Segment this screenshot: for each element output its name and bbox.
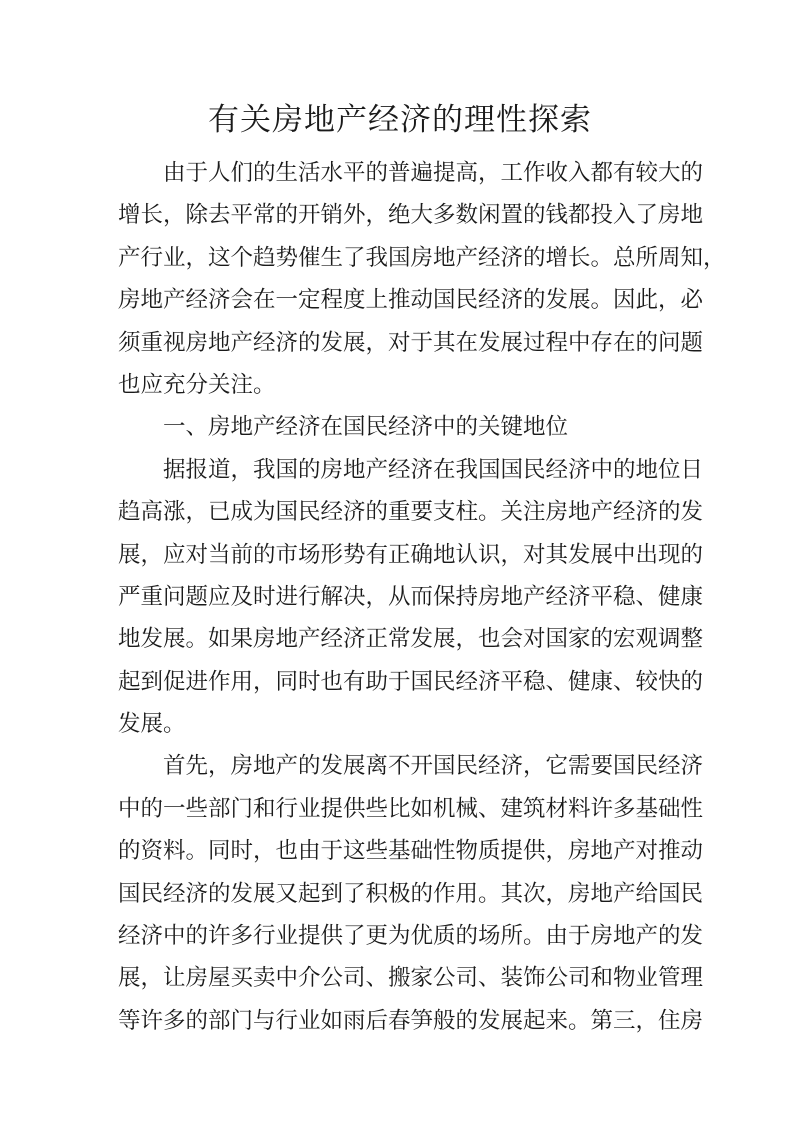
section-heading: 一、房地产经济在国民经济中的关键地位: [163, 414, 569, 441]
paragraph-2-line-3: 展，应对当前的市场形势有正确地认识，对其发展中出现的: [118, 541, 704, 568]
paragraph-3-line-1: 首先，房地产的发展离不开国民经济，它需要国民经济: [163, 753, 704, 780]
paragraph-1-line-2: 增长，除去平常的开销外，绝大多数闲置的钱都投入了房地: [118, 202, 704, 229]
paragraph-3-line-5: 经济中的许多行业提供了更为优质的场所。由于房地产的发: [118, 923, 704, 950]
paragraph-2-line-1: 据报道，我国的房地产经济在我国国民经济中的地位日: [163, 456, 704, 483]
paragraph-1-line-5: 须重视房地产经济的发展，对于其在发展过程中存在的问题: [118, 329, 704, 356]
paragraph-2-line-4: 严重问题应及时进行解决，从而保持房地产经济平稳、健康: [118, 583, 704, 610]
paragraph-3-line-6: 展，让房屋买卖中介公司、搬家公司、装饰公司和物业管理: [118, 965, 704, 992]
document-body: [118, 152, 726, 1042]
paragraph-1-line-1: 由于人们的生活水平的普遍提高，工作收入都有较大的: [163, 160, 704, 186]
paragraph-2-line-7: 发展。: [118, 711, 186, 738]
paragraph-3-line-3: 的资料。同时，也由于这些基础性物质提供，房地产对推动: [118, 838, 704, 865]
paragraph-1-line-6: 也应充分关注。: [118, 371, 276, 398]
paragraph-1-line-3: 产行业，这个趋势催生了我国房地产经济的增长。总所周知，: [118, 244, 726, 271]
paragraph-2-line-2: 趋高涨，已成为国民经济的重要支柱。关注房地产经济的发: [118, 499, 704, 526]
paragraph-2-line-6: 起到促进作用，同时也有助于国民经济平稳、健康、较快的: [118, 668, 704, 695]
paragraph-3-line-2: 中的一些部门和行业提供些比如机械、建筑材料许多基础性: [118, 795, 704, 822]
paragraph-3-line-4: 国民经济的发展又起到了积极的作用。其次，房地产给国民: [118, 880, 704, 907]
paragraph-2-line-5: 地发展。如果房地产经济正常发展，也会对国家的宏观调整: [118, 626, 704, 653]
paragraph-3-line-7: 等许多的部门与行业如雨后春笋般的发展起来。第三，住房: [118, 1007, 704, 1034]
document-title: 有关房地产经济的理性探索: [208, 102, 592, 138]
paragraph-1-line-4: 房地产经济会在一定程度上推动国民经济的发展。因此，必: [118, 287, 704, 314]
